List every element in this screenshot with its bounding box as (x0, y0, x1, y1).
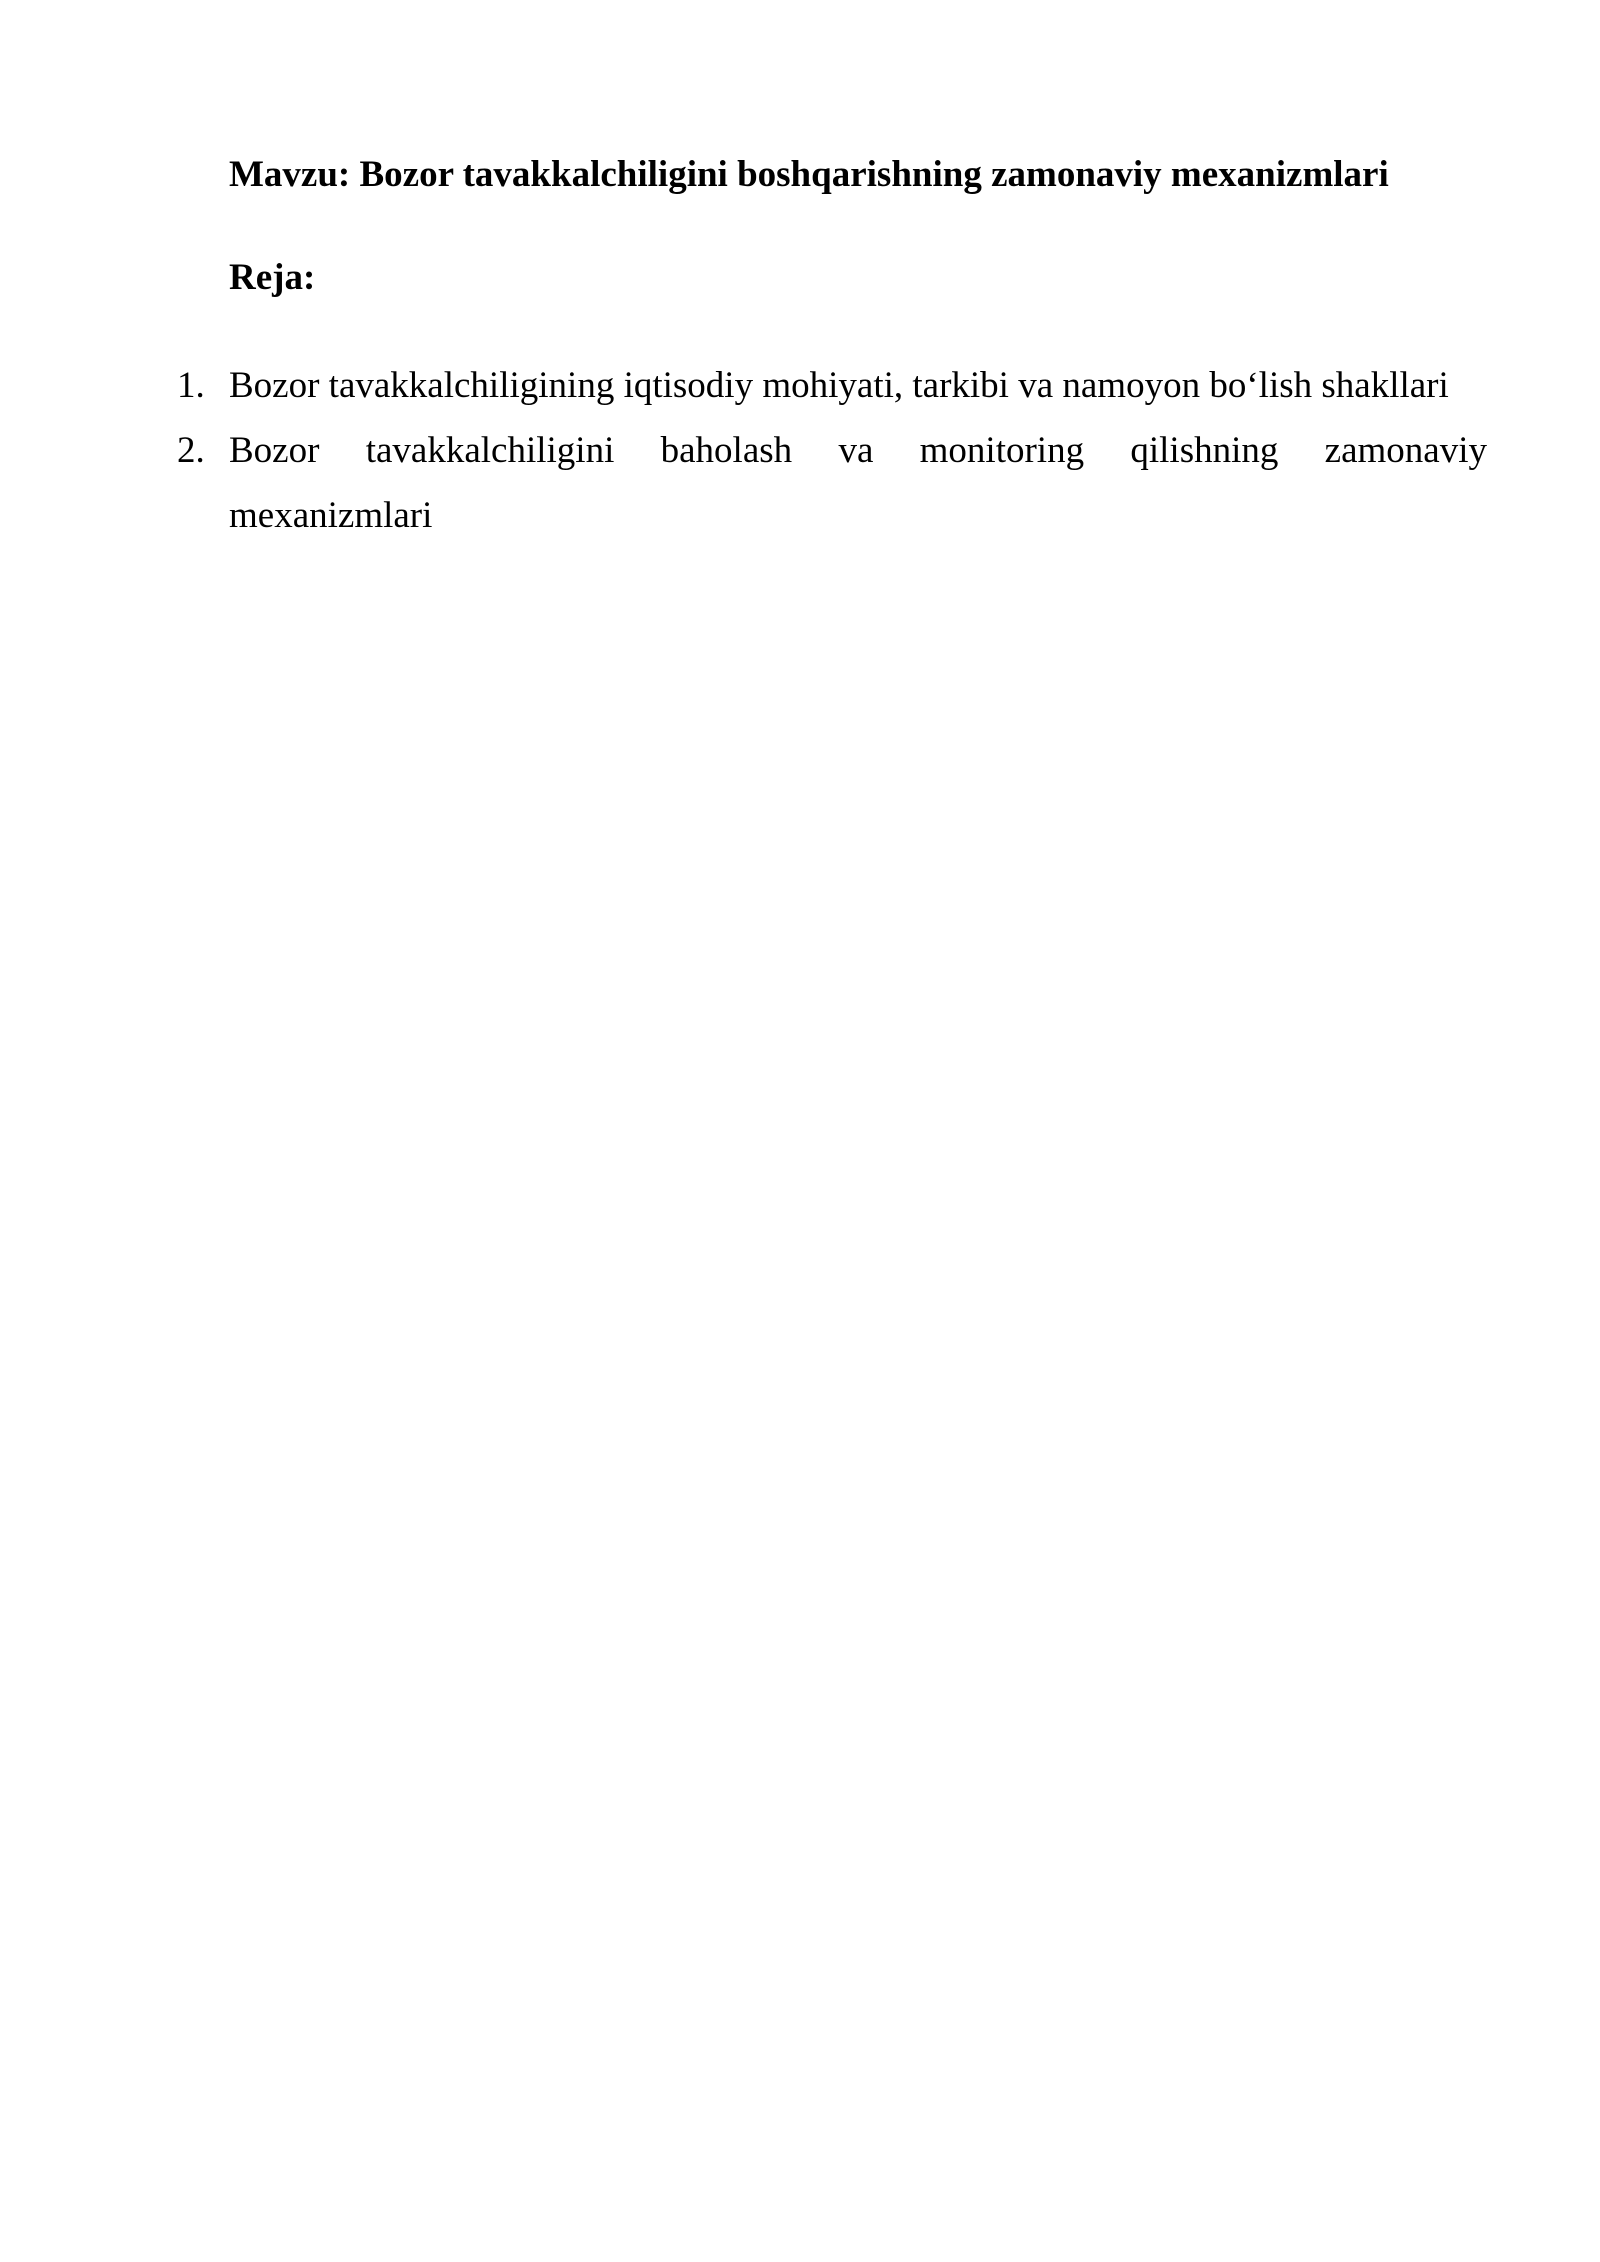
plan-list (177, 353, 1487, 548)
plan-item-1 (177, 353, 1487, 418)
plan-item-text-line-1: Bozor tavakkalchiligini baholash va monitoring qilishning zamonaviy (229, 430, 1487, 471)
plan-item-number: 2. (177, 430, 205, 471)
plan-heading: Reja: (229, 257, 316, 298)
document-topic: Mavzu: Bozor tavakkalchiligini boshqarishning zamonaviy mexanizmlari (229, 154, 1389, 195)
plan-item-text-line-2: mexanizmlari (229, 495, 433, 536)
plan-item-text: Bozor tavakkalchiligining iqtisodiy mohiyati, tarkibi va namoyon bo‘lish shakllari (229, 365, 1449, 406)
plan-item-number: 1. (177, 365, 205, 406)
plan-item-2 (177, 418, 1487, 548)
